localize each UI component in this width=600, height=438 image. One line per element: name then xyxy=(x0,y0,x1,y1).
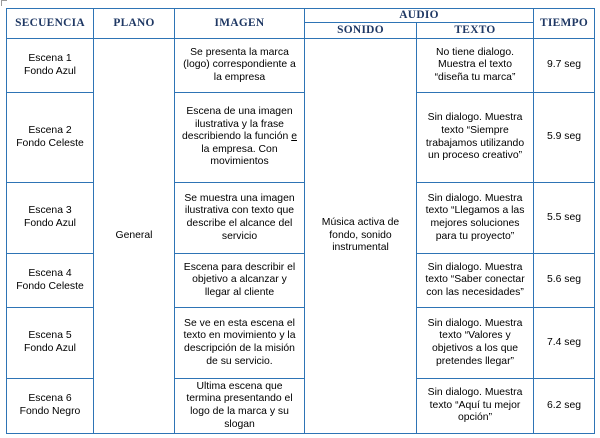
header-secuencia: SECUENCIA xyxy=(7,9,94,39)
secuencia-fondo: Fondo Celeste xyxy=(16,280,84,292)
secuencia-escena: Escena 3 xyxy=(28,205,72,217)
secuencia-fondo: Fondo Azul xyxy=(24,343,76,354)
header-plano: PLANO xyxy=(94,9,175,39)
secuencia-escena: Escena 2 xyxy=(28,124,72,136)
storyboard-table xyxy=(6,8,595,434)
imagen-cell: Se presenta la marca (logo) correspondiente a la empresa xyxy=(175,39,305,93)
tiempo-cell: 6.2 seg xyxy=(534,379,595,434)
secuencia-escena: Escena 4 xyxy=(28,267,72,279)
imagen-cell xyxy=(175,93,305,183)
secuencia-cell xyxy=(7,379,94,434)
imagen-text-part: la empresa. Con movimientos xyxy=(201,143,278,168)
texto-cell: Sin dialogo. Muestra texto “Siempre trabajamos utilizando un proceso creativo” xyxy=(417,93,534,183)
tiempo-cell: 5.5 seg xyxy=(534,183,595,254)
texto-cell: No tiene dialogo. Muestra el texto “diseña tu marca” xyxy=(417,39,534,93)
sonido-cell: Música activa de fondo, sonido instrumental xyxy=(305,39,417,434)
secuencia-fondo: Fondo Azul xyxy=(24,218,76,229)
imagen-text-underlined: e xyxy=(291,131,297,143)
header-imagen: IMAGEN xyxy=(175,9,305,39)
imagen-text-part: Escena de una imagen ilustrativa y la frase describiendo la función xyxy=(182,106,293,143)
texto-cell: Sin dialogo. Muestra texto “Saber conectar con las necesidades” xyxy=(417,254,534,308)
imagen-cell: Se muestra una imagen ilustrativa con texto que describe el alcance del servicio xyxy=(175,183,305,254)
secuencia-cell xyxy=(7,93,94,183)
plano-cell: General xyxy=(94,39,175,434)
tiempo-cell: 7.4 seg xyxy=(534,308,595,379)
secuencia-cell xyxy=(7,183,94,254)
header-sonido: SONIDO xyxy=(305,23,417,39)
imagen-cell: Ultima escena que termina presentando el logo de la marca y su slogan xyxy=(175,379,305,434)
texto-cell: Sin dialogo. Muestra texto “Valores y objetivos a los que pretendes llegar” xyxy=(417,308,534,379)
page-corner-mark xyxy=(1,0,7,6)
header-tiempo: TIEMPO xyxy=(534,9,595,39)
secuencia-cell xyxy=(7,254,94,308)
imagen-cell: Escena para describir el objetivo a alcanzar y llegar al cliente xyxy=(175,254,305,308)
table-row xyxy=(7,39,595,93)
secuencia-escena: Escena 1 xyxy=(28,52,72,64)
tiempo-cell: 5.6 seg xyxy=(534,254,595,308)
secuencia-fondo: Fondo Azul xyxy=(24,65,76,77)
header-row-top xyxy=(7,9,595,23)
imagen-cell: Se ve en esta escena el texto en movimiento y la descripción de la misión de su servicio. xyxy=(175,308,305,379)
secuencia-cell xyxy=(7,308,94,379)
header-audio: AUDIO xyxy=(305,9,534,23)
texto-cell: Sin dialogo. Muestra texto “Llegamos a las mejores soluciones para tu proyecto” xyxy=(417,183,534,254)
secuencia-escena: Escena 5 xyxy=(28,330,72,342)
tiempo-cell: 9.7 seg xyxy=(534,39,595,93)
texto-cell: Sin dialogo. Muestra texto “Aquí tu mejor opción” xyxy=(417,379,534,434)
secuencia-escena: Escena 6 xyxy=(28,393,72,405)
secuencia-cell xyxy=(7,39,94,93)
secuencia-fondo: Fondo Celeste xyxy=(16,137,84,149)
secuencia-fondo: Fondo Negro xyxy=(19,406,81,417)
tiempo-cell: 5.9 seg xyxy=(534,93,595,183)
header-texto: TEXTO xyxy=(417,23,534,39)
